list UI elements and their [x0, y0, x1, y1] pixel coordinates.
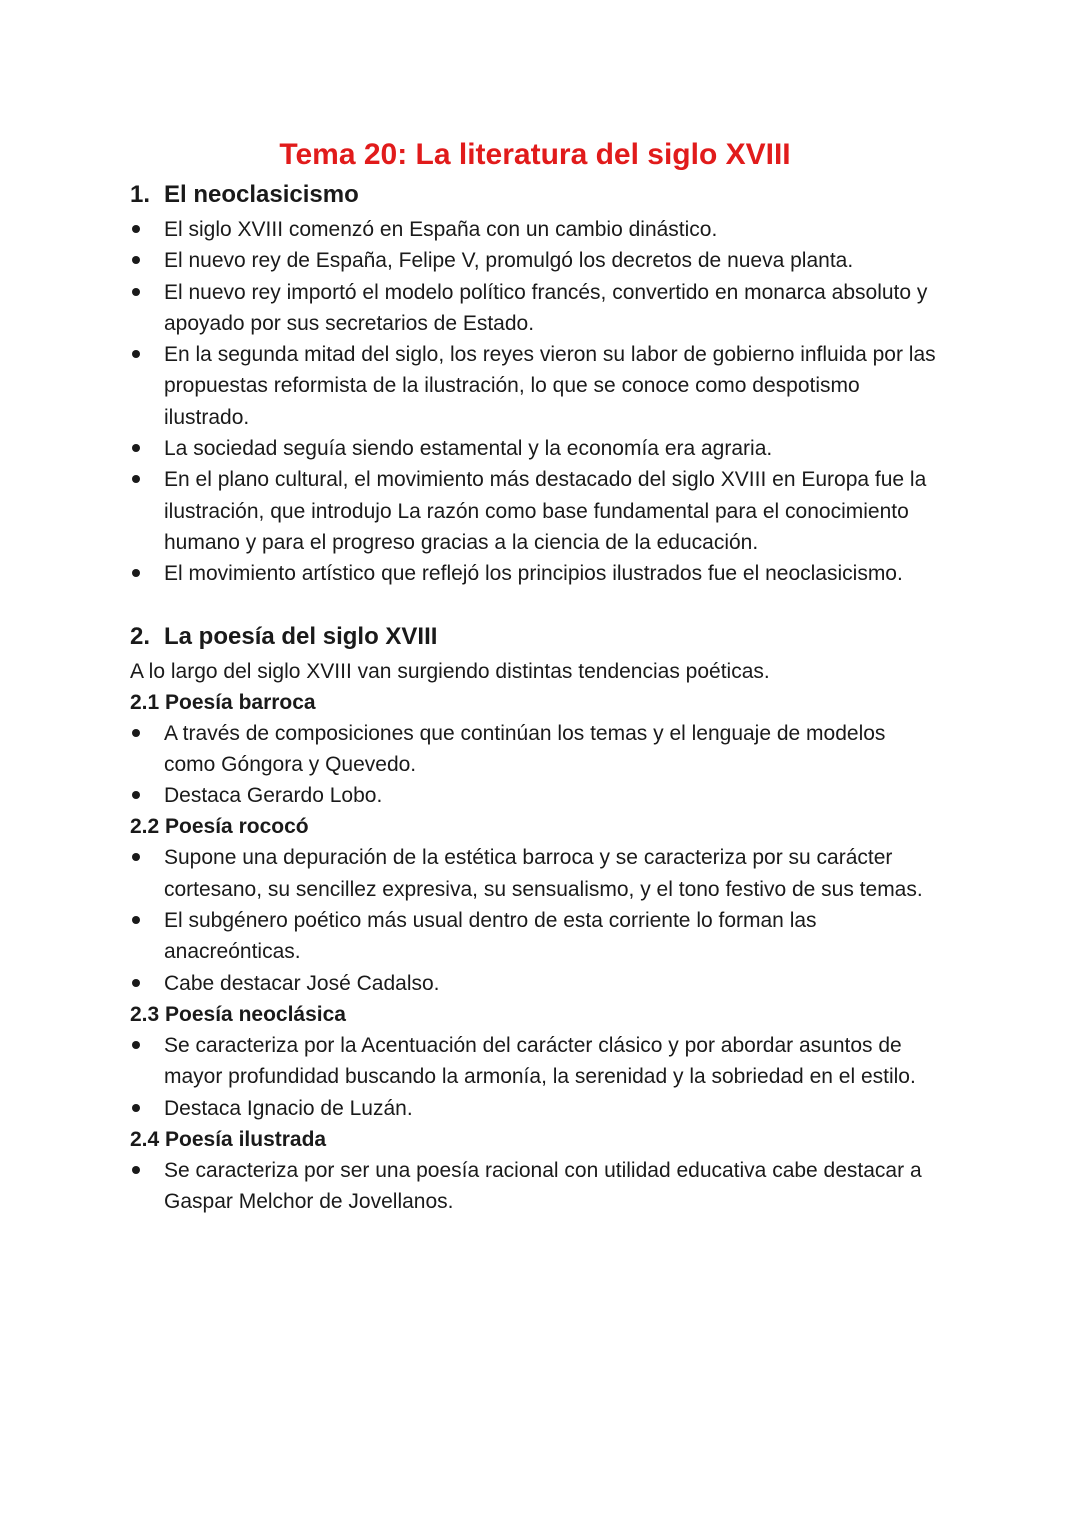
bullet-icon	[132, 444, 140, 452]
bullet-icon	[132, 256, 140, 264]
section-heading-neoclasicismo	[130, 179, 940, 210]
bullet-icon	[132, 569, 140, 577]
list-item: A través de composiciones que continúan los temas y el lenguaje de modelos como Góngora y Quevedo.	[130, 718, 940, 781]
bullet-icon	[132, 475, 140, 483]
bullet-icon	[132, 979, 140, 987]
list-item: Cabe destacar José Cadalso.	[130, 968, 940, 999]
bullet-list-barroca	[130, 718, 940, 812]
bullet-icon	[132, 350, 140, 358]
spacer	[130, 590, 940, 621]
section-number: 1.	[130, 181, 151, 208]
list-item: Supone una depuración de la estética barroca y se caracteriza por su carácter cortesano, su sencillez expresiva, su sensualismo, y el tono festivo de sus temas.	[130, 842, 940, 905]
section-title: El neoclasicismo	[164, 181, 359, 208]
subsection-heading-rococo: 2.2 Poesía rococó	[130, 815, 309, 839]
bullet-icon	[132, 1104, 140, 1112]
bullet-icon	[132, 225, 140, 233]
list-item: La sociedad seguía siendo estamental y la economía era agraria.	[130, 433, 940, 464]
bullet-list-ilustrada	[130, 1155, 940, 1218]
section-number: 2.	[130, 622, 151, 650]
section-intro: A lo largo del siglo XVIII van surgiendo distintas tendencias poéticas.	[130, 659, 770, 683]
list-item: El nuevo rey de España, Felipe V, promulgó los decretos de nueva planta.	[130, 245, 940, 276]
list-item: En el plano cultural, el movimiento más destacado del siglo XVIII en Europa fue la ilustración, que introdujo La razón como base fundamental para el conocimiento humano y para el progreso gracias a la ciencia de la educación.	[130, 464, 940, 558]
list-item: Destaca Ignacio de Luzán.	[130, 1093, 940, 1124]
bullet-list-neoclasica	[130, 1030, 940, 1124]
list-item: Se caracteriza por ser una poesía racional con utilidad educativa cabe destacar a Gaspar Melchor de Jovellanos.	[130, 1155, 940, 1218]
subsection-heading-ilustrada: 2.4 Poesía ilustrada	[130, 1127, 327, 1151]
subsection-heading-barroca: 2.1 Poesía barroca	[130, 690, 316, 714]
bullet-icon	[132, 1166, 140, 1174]
page-title: Tema 20: La literatura del siglo XVIII	[279, 138, 791, 171]
bullet-icon	[132, 916, 140, 924]
list-item: El movimiento artístico que reflejó los principios ilustrados fue el neoclasicismo.	[130, 558, 940, 589]
subsection-heading-neoclasica: 2.3 Poesía neoclásica	[130, 1002, 346, 1026]
list-item: El subgénero poético más usual dentro de esta corriente lo forman las anacreónticas.	[130, 905, 940, 968]
section-heading-poesia	[130, 621, 940, 652]
bullet-icon	[132, 791, 140, 799]
list-item: El nuevo rey importó el modelo político francés, convertido en monarca absoluto y apoyado por sus secretarios de Estado.	[130, 277, 940, 340]
bullet-list-rococo	[130, 842, 940, 998]
bullet-list-neoclasicismo	[130, 214, 940, 590]
list-item: Destaca Gerardo Lobo.	[130, 780, 940, 811]
bullet-icon	[132, 1041, 140, 1049]
bullet-icon	[132, 288, 140, 296]
section-title: La poesía del siglo XVIII	[164, 622, 438, 650]
list-item: En la segunda mitad del siglo, los reyes vieron su labor de gobierno influida por las propuestas reformista de la ilustración, lo que se conoce como despotismo ilustrado.	[130, 339, 940, 433]
list-item: El siglo XVIII comenzó en España con un cambio dinástico.	[130, 214, 940, 245]
bullet-icon	[132, 729, 140, 737]
bullet-icon	[132, 853, 140, 861]
list-item: Se caracteriza por la Acentuación del carácter clásico y por abordar asuntos de mayor profundidad buscando la armonía, la serenidad y la sobriedad en el estilo.	[130, 1030, 940, 1093]
